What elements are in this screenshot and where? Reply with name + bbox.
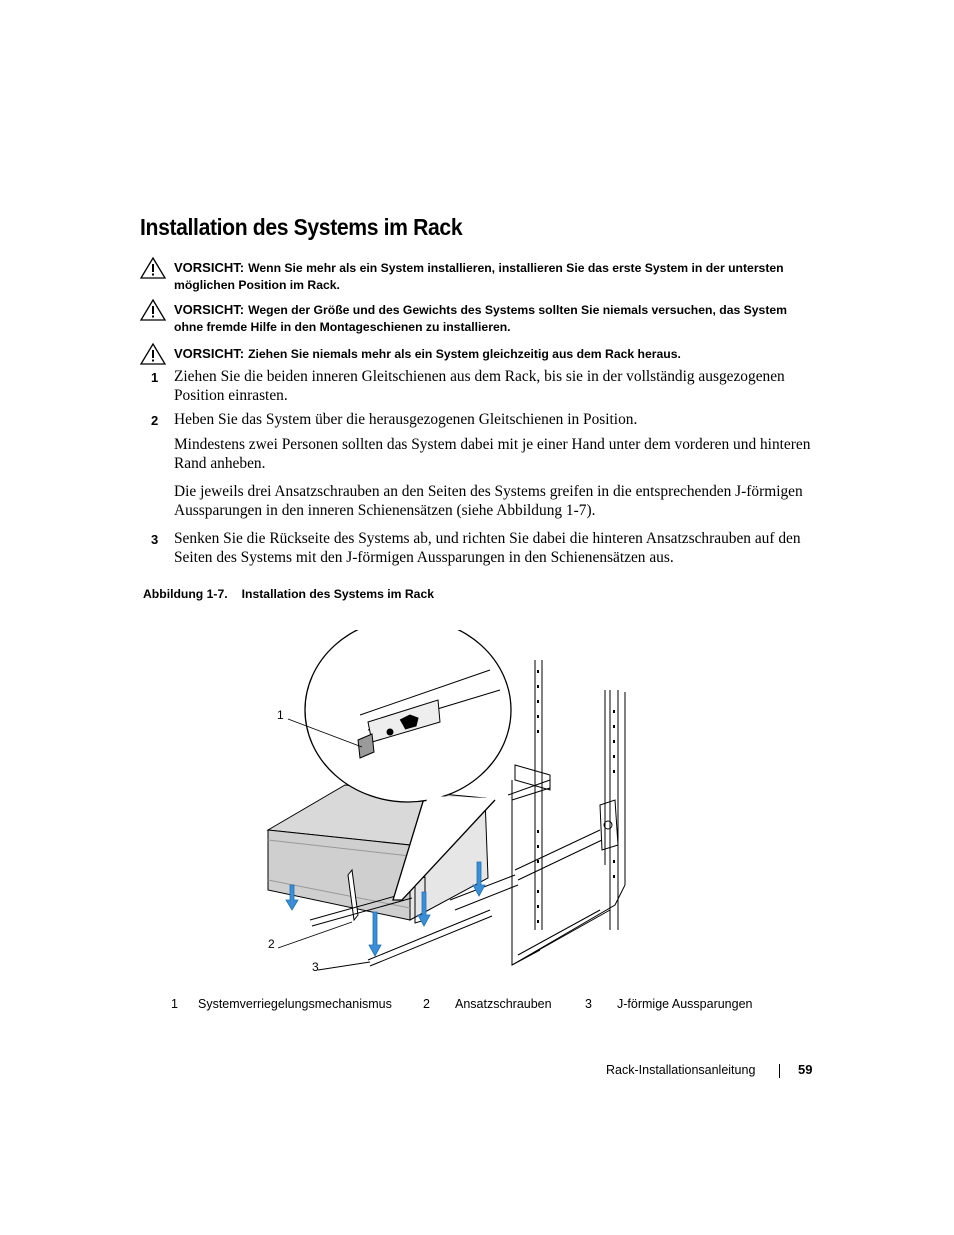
legend-label-2: Ansatzschrauben xyxy=(455,997,552,1011)
warning-triangle-icon xyxy=(140,299,166,321)
caution-label: VORSICHT: xyxy=(174,302,245,317)
callout-2: 2 xyxy=(268,937,275,951)
step-2 xyxy=(140,411,820,430)
legend-label-3: J-förmige Aussparungen xyxy=(617,997,753,1011)
figure-caption-number: Abbildung 1-7. xyxy=(143,587,228,601)
warning-triangle-icon xyxy=(140,343,166,365)
step-3 xyxy=(140,530,820,567)
rack-installation-illustration xyxy=(250,630,640,980)
caution-notice-3 xyxy=(140,345,800,363)
page-title: Installation des Systems im Rack xyxy=(140,214,463,240)
legend-number-3: 3 xyxy=(585,997,592,1011)
figure-caption xyxy=(143,587,434,601)
caution-notice-1 xyxy=(140,259,800,294)
callout-1: 1 xyxy=(277,708,284,722)
legend-number-1: 1 xyxy=(171,997,178,1011)
caution-label: VORSICHT: xyxy=(174,346,245,361)
step-2-paragraph-1: Mindestens zwei Personen sollten das System dabei mit je einer Hand unter dem vorderen und hinteren Rand anheben. xyxy=(174,436,811,472)
step-1 xyxy=(140,368,820,405)
callout-3: 3 xyxy=(312,960,319,974)
step-number: 1 xyxy=(151,370,159,385)
caution-text: Ziehen Sie niemals mehr als ein System gleichzeitig aus dem Rack heraus. xyxy=(248,347,681,361)
caution-text: Wenn Sie mehr als ein System installieren, installieren Sie das erste System in der untersten möglichen Position im Rack. xyxy=(174,261,784,292)
step-2-paragraph-2: Die jeweils drei Ansatzschrauben an den Seiten des Systems greifen in die entsprechenden J-förmigen Aussparungen in den inneren Schienensätzen (siehe Abbildung 1-7). xyxy=(174,483,803,519)
warning-triangle-icon xyxy=(140,257,166,279)
caution-notice-2 xyxy=(140,301,800,336)
step-text: Ziehen Sie die beiden inneren Gleitschienen aus dem Rack, bis sie in der vollständig ausgezogenen Position einrasten. xyxy=(174,368,785,404)
legend-label-1: Systemverriegelungsmechanismus xyxy=(198,997,392,1011)
step-number: 2 xyxy=(151,413,159,428)
figure-caption-title: Installation des Systems im Rack xyxy=(241,587,435,601)
footer-separator xyxy=(779,1064,780,1078)
step-number: 3 xyxy=(151,532,159,547)
step-text: Senken Sie die Rückseite des Systems ab, und richten Sie dabei die hinteren Ansatzschrauben auf den Seiten des Systems mit den J-förmigen Aussparungen in den Schienensätzen aus. xyxy=(174,530,801,566)
footer-title: Rack-Installationsanleitung xyxy=(606,1063,756,1077)
page-number: 59 xyxy=(798,1062,813,1077)
step-text: Heben Sie das System über die herausgezogenen Gleitschienen in Position. xyxy=(174,411,638,428)
legend-number-2: 2 xyxy=(423,997,430,1011)
caution-label: VORSICHT: xyxy=(174,260,245,275)
caution-text: Wegen der Größe und des Gewichts des Systems sollten Sie niemals versuchen, das System ohne fremde Hilfe in den Montageschienen zu installieren. xyxy=(174,303,787,334)
